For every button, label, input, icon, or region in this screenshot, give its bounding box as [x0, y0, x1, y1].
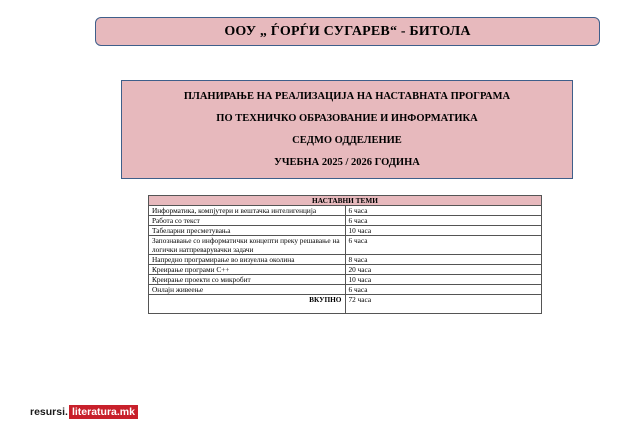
topic-hours: 6 часа — [345, 216, 542, 226]
topic-name: Креирање проекти со микробит — [149, 275, 346, 285]
total-row — [149, 295, 542, 314]
topic-hours: 20 часа — [345, 265, 542, 275]
topic-hours: 6 часа — [345, 236, 542, 255]
plan-title-line-1: ПЛАНИРАЊЕ НА РЕАЛИЗАЦИЈА НА НАСТАВНАТА ПРОГРАМА — [183, 90, 511, 102]
school-title-box — [95, 17, 600, 46]
table-row — [149, 265, 542, 275]
total-label: ВКУПНО — [149, 295, 346, 314]
topic-hours: 10 часа — [345, 275, 542, 285]
plan-title-line-2: ПО ТЕХНИЧКО ОБРАЗОВАНИЕ И ИНФОРМАТИКА — [216, 112, 478, 124]
topic-name: Информатика, компјутери и вештачка интелигенција — [149, 206, 346, 216]
table-row — [149, 226, 542, 236]
topics-table — [148, 195, 542, 314]
topic-name: Креирање програми C++ — [149, 265, 346, 275]
table-row — [149, 216, 542, 226]
plan-title-box — [121, 80, 573, 179]
topic-name: Табеларни пресметувања — [149, 226, 346, 236]
logo-text-left: resursi. — [30, 406, 68, 418]
table-header-row — [149, 196, 542, 206]
topic-name: Работа со текст — [149, 216, 346, 226]
school-year-label: УЧЕБНА 2025 / 2026 ГОДИНА — [274, 157, 420, 169]
topic-name: Запознавање со информатички концепти преку решавање на логички натпреварувачки задачи — [149, 236, 346, 255]
topic-name: Онлајн живеење — [149, 285, 346, 295]
grade-label: СЕДМО ОДДЕЛЕНИЕ — [292, 135, 402, 147]
topic-name: Напредно програмирање во визуелна околина — [149, 255, 346, 265]
table-row — [149, 255, 542, 265]
publisher-logo — [30, 405, 138, 419]
table-row — [149, 285, 542, 295]
table-row — [149, 236, 542, 255]
topic-hours: 10 часа — [345, 226, 542, 236]
topic-hours: 6 часа — [345, 206, 542, 216]
topic-hours: 6 часа — [345, 285, 542, 295]
school-title: ООУ „ ЃОРЃИ СУГАРЕВ“ - БИТОЛА — [224, 23, 471, 39]
table-header: НАСТАВНИ ТЕМИ — [149, 196, 542, 206]
logo-text-right: literatura.mk — [69, 405, 138, 419]
total-value: 72 часа — [345, 295, 542, 314]
table-row — [149, 275, 542, 285]
topic-hours: 8 часа — [345, 255, 542, 265]
table-row — [149, 206, 542, 216]
